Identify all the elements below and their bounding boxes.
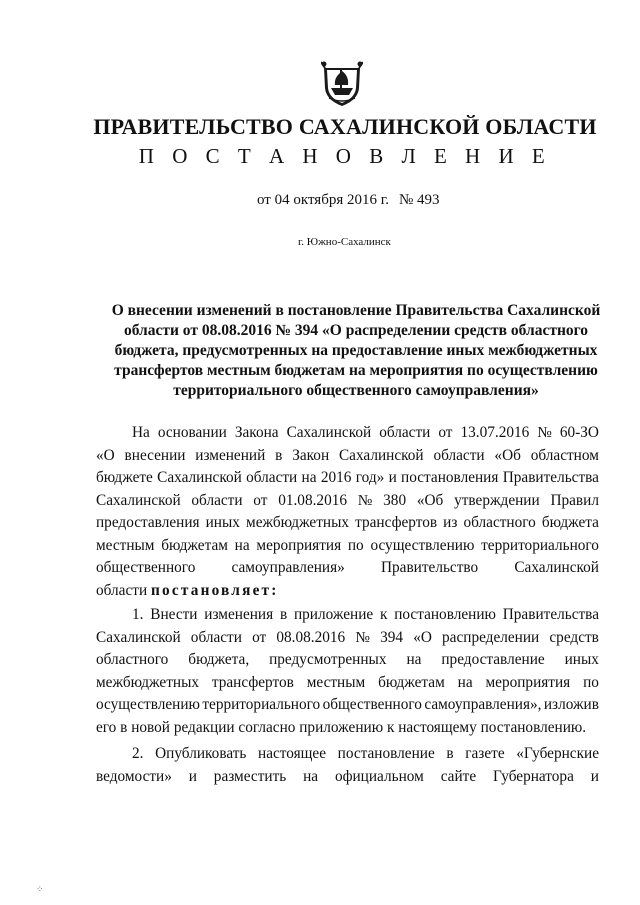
body-word: Закона: [234, 424, 279, 441]
body-word: 60-ЗО: [559, 424, 599, 441]
body-word: общественного: [96, 559, 196, 576]
body-word: бюджетам: [378, 673, 445, 691]
document-body: [96, 422, 599, 788]
body-word: в: [279, 606, 288, 623]
body-word: 08.08.2016: [276, 628, 346, 646]
document-heading: [96, 301, 616, 401]
body-word: Опубликовать: [155, 745, 247, 762]
body-line: [96, 580, 599, 603]
government-title: ПРАВИТЕЛЬСТВО САХАЛИНСКОЙ ОБЛАСТИ: [93, 114, 597, 139]
body-word: по: [347, 536, 364, 554]
body-word: №: [537, 424, 552, 441]
body-line: [96, 766, 599, 789]
body-word: «Губернские: [516, 745, 599, 762]
body-word: области: [433, 446, 485, 464]
body-word: к: [379, 606, 388, 623]
body-word: постановлению: [394, 606, 496, 623]
body-word: на: [303, 767, 319, 785]
body-word: на: [457, 673, 473, 691]
body-word: мероприятия: [256, 536, 342, 554]
body-word: областного: [96, 651, 169, 668]
body-line: [96, 604, 599, 627]
body-word: области: [190, 628, 242, 646]
body-word: «О: [413, 628, 432, 646]
body-word: настоящее: [258, 745, 327, 762]
body-line: [96, 694, 599, 717]
body-word: Правительство: [380, 559, 479, 576]
body-word: приложение: [293, 606, 374, 623]
body-word: год»: [355, 469, 385, 486]
body-line: [96, 535, 599, 558]
body-word: «Об: [494, 446, 521, 464]
body-text-fragment: области: [96, 581, 148, 599]
body-word: изменений: [195, 446, 266, 464]
body-word: трансфертов: [355, 514, 438, 531]
body-word: №: [355, 628, 370, 646]
body-line: [96, 672, 599, 695]
body-word: от: [252, 628, 267, 646]
heading-line: бюджета, предусмотренных на предоставление иных межбюджетных: [114, 342, 598, 359]
body-word: области: [191, 491, 243, 509]
body-word: межбюджетных: [246, 514, 350, 531]
body-word: Сахалинской: [286, 424, 372, 441]
city-name: г. Южно-Сахалинск: [298, 236, 391, 248]
body-word: основании: [157, 424, 227, 441]
body-word: 01.08.2016: [278, 491, 348, 509]
body-word: официальном: [334, 767, 424, 785]
body-word: Сахалинской: [338, 446, 424, 464]
body-word: области: [379, 424, 431, 441]
body-word: Внести: [150, 606, 198, 623]
body-word: Правил: [550, 491, 599, 509]
heading-line: О внесении изменений в постановление Правительства Сахалинской: [111, 302, 601, 319]
heading-line: территориального общественного самоуправления»: [173, 382, 539, 399]
body-word: на: [406, 651, 422, 668]
body-word: №: [357, 491, 373, 509]
body-word: постановление: [337, 745, 435, 762]
body-word: Сахалинской: [157, 469, 242, 486]
body-word: местным: [96, 536, 155, 554]
body-word: бюджета,: [188, 651, 250, 668]
body-word: 394: [380, 628, 404, 646]
body-word: в: [275, 446, 283, 464]
body-word: Правительства: [502, 606, 599, 623]
body-word: Сахалинской: [96, 491, 181, 509]
decree-word: постановляет:: [150, 581, 279, 599]
body-line: [96, 743, 599, 766]
body-word: 2.: [132, 745, 144, 762]
body-word: на: [301, 469, 317, 486]
body-word: в: [446, 745, 454, 762]
body-word: средств: [549, 628, 599, 646]
body-word: предусмотренных: [269, 651, 387, 668]
coat-of-arms-emblem-icon: [321, 58, 363, 108]
body-word: бюджета: [541, 514, 599, 531]
body-word: утверждении: [454, 491, 540, 509]
body-word: 380: [383, 491, 407, 509]
body-word: межбюджетных: [96, 673, 200, 691]
body-word: самоуправления»: [231, 559, 345, 576]
body-word: Сахалинской: [96, 628, 181, 646]
body-word: 1.: [132, 606, 144, 623]
body-word: бюджетам: [161, 536, 228, 554]
body-word: Закон: [292, 446, 330, 464]
body-line: [96, 467, 599, 490]
body-line: [96, 557, 599, 580]
body-word: из: [443, 514, 458, 531]
body-word: предоставление: [441, 651, 545, 668]
body-word: иных: [564, 651, 599, 668]
body-word: территориального: [202, 696, 321, 713]
body-word: Сахалинской: [514, 559, 599, 576]
body-word: иных: [205, 514, 240, 531]
body-line: его в новой редакции согласно приложению к настоящему постановлению.: [96, 718, 587, 736]
body-word: распределении: [442, 628, 540, 646]
body-line: [96, 627, 599, 650]
body-word: от: [253, 491, 268, 509]
body-word: областном: [530, 446, 599, 464]
body-word: ведомости»: [96, 767, 172, 785]
body-word: Губернатора: [492, 767, 574, 785]
body-word: бюджете: [96, 469, 153, 486]
heading-line: области от 08.08.2016 № 394 «О распределении средств областного: [123, 322, 589, 339]
body-line: [96, 512, 599, 535]
document-date: от 04 октября 2016 г.: [257, 192, 389, 208]
body-word: На: [132, 424, 150, 441]
body-word: самоуправления»,: [424, 696, 542, 713]
body-line: [96, 490, 599, 513]
body-line: [96, 422, 599, 445]
body-word: предоставления: [96, 514, 200, 531]
body-line: [96, 649, 599, 672]
body-word: изменения: [204, 606, 274, 623]
body-word: областного: [463, 514, 536, 531]
body-word: осуществлению: [96, 696, 200, 713]
body-word: общественного: [322, 696, 422, 713]
body-word: территориального: [481, 536, 599, 554]
body-word: от: [438, 424, 453, 441]
body-word: Правительства: [502, 469, 599, 486]
body-word: «О: [96, 446, 115, 464]
body-word: трансфертов: [211, 673, 294, 691]
body-word: области: [246, 469, 298, 486]
body-word: по: [583, 673, 599, 691]
body-word: и: [188, 767, 197, 785]
body-word: разместить: [213, 767, 287, 785]
body-word: и: [590, 767, 599, 785]
body-word: осуществлению: [370, 536, 475, 554]
body-word: внесении: [124, 446, 186, 464]
body-word: на: [234, 536, 250, 554]
date-number-line: [257, 192, 440, 209]
body-word: постановления: [401, 469, 499, 486]
body-word: 13.07.2016: [460, 424, 530, 441]
heading-line: трансфертов местным бюджетам на мероприятия по осуществлению: [114, 362, 598, 379]
document-type: П О С Т А Н О В Л Е Н И Е: [138, 144, 552, 168]
body-word: 2016: [320, 469, 352, 486]
body-line: [96, 445, 599, 468]
body-word: мероприятия: [485, 673, 571, 691]
body-word: газете: [465, 745, 505, 762]
body-word: «Об: [416, 491, 444, 509]
scan-speck: ⁘: [36, 884, 44, 894]
body-word: и: [388, 469, 397, 486]
body-word: сайте: [440, 767, 477, 785]
body-word: изложив: [543, 696, 599, 713]
document-number: № 493: [398, 192, 440, 208]
body-word: местным: [306, 673, 366, 691]
